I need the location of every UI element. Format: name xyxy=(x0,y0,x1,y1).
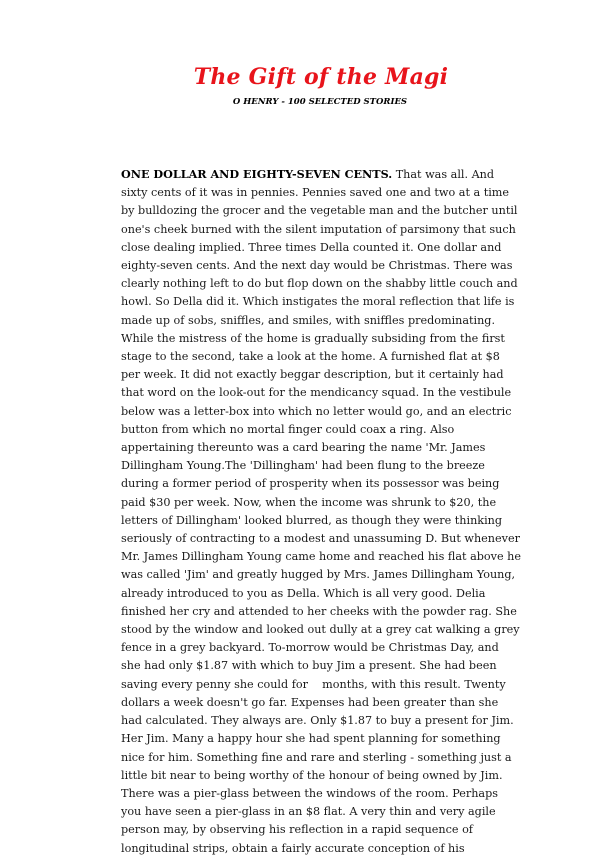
story-body-paragraph xyxy=(121,165,525,858)
opening-line: ONE DOLLAR AND EIGHTY-SEVEN CENTS. xyxy=(121,167,393,181)
story-body-text: That was all. And sixty cents of it was in pennies. Pennies saved one and two at a time by bulldozing the grocer and the vegetable man and the butcher until one's cheek burned with the silent imputation of parsimony that such close dealing implied. Three times Della counted it. One dollar and eighty-seven cents. And the next day would be Christmas. There was clearly nothing left to do but flop down on the shabby little couch and howl. So Della did it. Which instigates the moral reflection that life is made up of sobs, sniffles, and smiles, with sniffles predominating. While the mistress of the home is gradually subsiding from the first stage to the second, take a look at the home. A furnished flat at $8 per week. It did not exactly beggar description, but it certainly had that word on the look-out for the mendicancy squad. In the vestibule below was a letter-box into which no letter would go, and an electric button from which no mortal finger could coax a ring. Also appertaining thereunto was a card bearing the name 'Mr. James Dillingham Young.The 'Dillingham' had been flung to the breeze during a former period of prosperity when its possessor was being paid $30 per week. Now, when the income was shrunk to $20, the letters of Dillingham' looked blurred, as though they were thinking seriously of contracting to a modest and unassuming D. But whenever Mr. James Dillingham Young came home and reached his flat above he was called 'Jim' and greatly hugged by Mrs. James Dillingham Young, already introduced to you as Della. Which is all very good. Delia finished her cry and attended to her cheeks with the powder rag. She stood by the window and looked out dully at a grey cat walking a grey fence in a grey backyard. To-morrow would be Christmas Day, and she had only $1.87 with which to buy Jim a present. She had been saving every penny she could for months, with this result. Twenty dollars a week doesn't go far. Expenses had been greater than she had calculated. They always are. Only $1.87 to buy a present for Jim. Her Jim. Many a happy hour she had spent planning for something nice for him. Something fine and rare and sterling - something just a little bit near to being worthy of the honour of being owned by Jim. There was a pier-glass between the windows of the room. Perhaps you have seen a pier-glass in an $8 flat. A very thin and very agile person may, by observing his reflection in a rapid sequence of longitudinal strips, obtain a fairly accurate conception of his xyxy=(121,168,525,855)
story-title: The Gift of the Magi xyxy=(193,64,449,90)
book-subtitle: O HENRY - 100 SELECTED STORIES xyxy=(232,97,408,107)
